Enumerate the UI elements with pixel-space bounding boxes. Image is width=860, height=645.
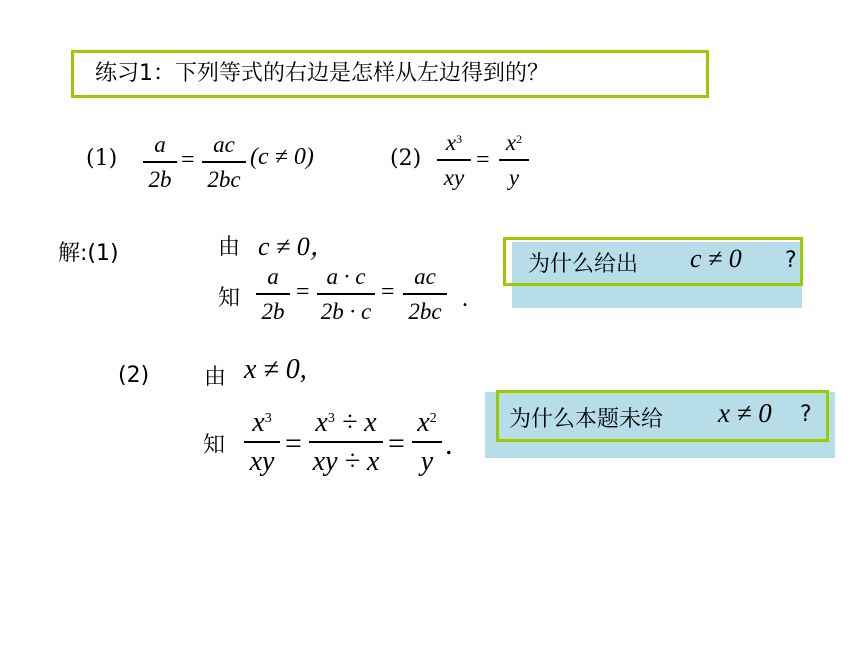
solution1-condition: c ≠ 0， — [258, 232, 336, 261]
denominator: xy ÷ x — [312, 446, 380, 477]
numerator: $x^3 \div x$ — [315, 407, 377, 438]
equals-sign: = — [296, 279, 310, 305]
question1-mark: ? — [785, 248, 797, 273]
denominator: 2b — [148, 166, 172, 192]
period: . — [445, 428, 453, 461]
solution2-condition: x ≠ 0, — [244, 354, 307, 385]
equals-sign: = — [181, 147, 195, 173]
solution1-by: 由 — [218, 235, 241, 260]
numerator: $x^2$ — [505, 130, 523, 155]
fraction-bar — [403, 293, 447, 295]
denominator: 2b — [261, 298, 285, 324]
solution2-fraction-2 — [309, 408, 383, 477]
solution2-by: 由 — [204, 365, 227, 390]
numerator: ac — [213, 132, 235, 157]
numerator: $x^3$ — [445, 130, 463, 155]
problem1-lhs-fraction — [143, 132, 177, 193]
problem1-condition: (c ≠ 0) — [250, 144, 314, 170]
denominator: xy — [249, 446, 275, 477]
solution2-fraction-1 — [244, 408, 280, 477]
denominator: y — [508, 164, 520, 190]
solution2-know: 知 — [203, 433, 226, 458]
denominator: 2b · c — [320, 298, 372, 324]
solution1-fraction-2 — [317, 264, 375, 325]
solution-label: 解:(1) — [58, 241, 119, 266]
solution1-fraction-1 — [256, 264, 290, 325]
solution2-label: (2) — [118, 363, 150, 388]
problem1-rhs-fraction — [202, 132, 246, 193]
problem1-label: (1) — [86, 146, 118, 171]
question1-math: c ≠ 0 — [690, 244, 742, 273]
denominator: 2bc — [408, 298, 442, 324]
numerator: a — [267, 264, 279, 289]
denominator: y — [420, 446, 434, 477]
problem2-lhs-fraction — [437, 130, 471, 191]
numerator: $x^2$ — [417, 407, 437, 438]
numerator: ac — [414, 264, 436, 289]
numerator: a · c — [326, 264, 366, 289]
fraction-bar — [244, 441, 280, 443]
equals-sign: = — [381, 279, 395, 305]
fraction-bar — [499, 159, 529, 161]
question2-mark: ? — [800, 402, 812, 427]
solution1-fraction-3 — [403, 264, 447, 325]
exercise-title: 练习1：下列等式的右边是怎样从左边得到的？ — [95, 61, 549, 86]
fraction-bar — [256, 293, 290, 295]
fraction-bar — [202, 161, 246, 163]
equals-sign: = — [388, 427, 405, 460]
period: . — [462, 286, 468, 312]
fraction-bar — [317, 293, 375, 295]
numerator: $x^3$ — [252, 407, 272, 438]
fraction-bar — [437, 159, 471, 161]
denominator: xy — [443, 164, 465, 190]
problem2-label: (2) — [390, 146, 422, 171]
fraction-bar — [309, 441, 383, 443]
fraction-bar — [412, 441, 442, 443]
question2-math: x ≠ 0 — [718, 398, 772, 428]
denominator: 2bc — [207, 166, 241, 192]
fraction-bar — [143, 161, 177, 163]
equals-sign: = — [285, 427, 302, 460]
numerator: a — [154, 132, 166, 157]
question1-text: 为什么给出 — [528, 252, 639, 277]
solution2-fraction-3 — [412, 408, 442, 477]
solution1-know: 知 — [218, 286, 241, 311]
equals-sign: = — [476, 147, 490, 173]
problem2-rhs-fraction — [499, 130, 529, 191]
question2-text: 为什么本题未给 — [509, 407, 664, 432]
